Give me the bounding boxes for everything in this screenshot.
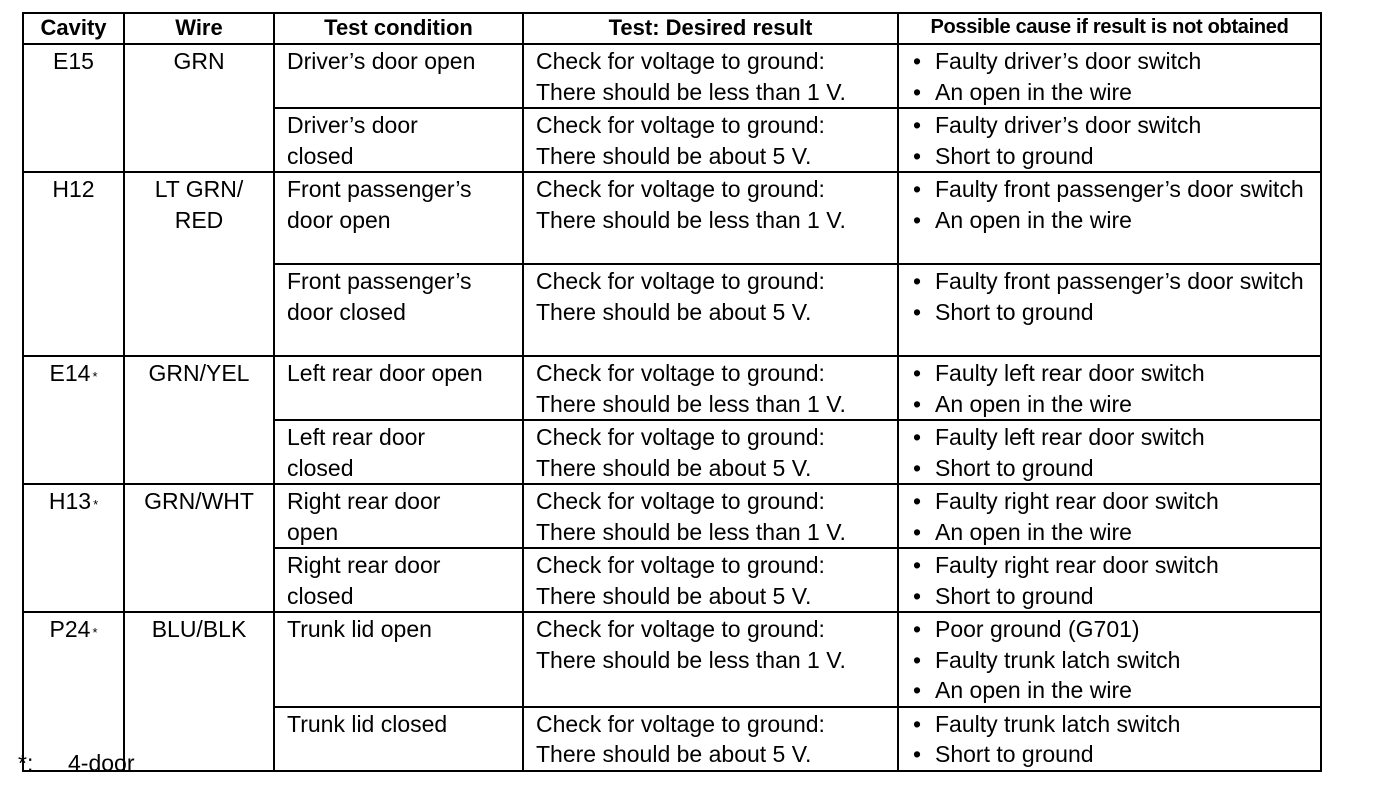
- possible-cause-list: [899, 265, 1320, 327]
- header-wire: Wire: [124, 13, 274, 44]
- test-condition-line: Right rear door: [287, 488, 441, 514]
- footnote: [18, 748, 134, 778]
- possible-cause-item: [911, 453, 1320, 484]
- wire-cell: [124, 172, 274, 356]
- possible-cause-text: Short to ground: [935, 142, 1094, 169]
- test-condition-line: door open: [287, 206, 391, 233]
- bullet-icon: •: [913, 710, 922, 737]
- test-condition-cell: [274, 44, 523, 108]
- table-row: [23, 356, 1321, 420]
- bullet-icon: •: [913, 298, 922, 325]
- cavity-cell: [23, 484, 124, 612]
- bullet-icon: •: [913, 616, 922, 642]
- desired-result-cell: [523, 420, 898, 484]
- bullet-icon: •: [913, 206, 922, 233]
- wire-cell: [124, 356, 274, 484]
- possible-cause-list: [899, 708, 1320, 770]
- possible-cause-text: Faulty left rear door switch: [935, 424, 1205, 450]
- bullet-icon: •: [913, 112, 922, 138]
- test-condition: [275, 265, 522, 327]
- possible-cause-text: Faulty trunk latch switch: [935, 710, 1181, 737]
- test-condition-cell: [274, 484, 523, 548]
- test-condition-line: door closed: [287, 298, 406, 325]
- header-test-condition: Test condition: [274, 13, 523, 44]
- test-condition-line: Trunk lid open: [287, 616, 432, 642]
- possible-cause-item: [911, 422, 1320, 453]
- desired-result-cell: [523, 484, 898, 548]
- desired-result-line: There should be about 5 V.: [536, 582, 812, 609]
- possible-cause-text: An open in the wire: [935, 390, 1132, 417]
- possible-cause-list: [899, 613, 1320, 706]
- desired-result: [524, 708, 897, 770]
- desired-result-cell: [523, 264, 898, 356]
- test-condition-cell: [274, 420, 523, 484]
- possible-cause-text: An open in the wire: [935, 677, 1132, 703]
- possible-cause-text: Short to ground: [935, 298, 1094, 325]
- test-condition-line: closed: [287, 582, 354, 609]
- desired-result-line: Check for voltage to ground:: [536, 616, 825, 642]
- desired-result-line: Check for voltage to ground:: [536, 268, 825, 294]
- possible-cause-item: [911, 389, 1320, 420]
- possible-cause-text: Faulty left rear door switch: [935, 360, 1205, 386]
- four-door-marker: *: [93, 497, 99, 512]
- test-condition: [275, 421, 522, 483]
- possible-cause-list: [899, 421, 1320, 483]
- wire-color: [125, 357, 273, 389]
- desired-result-line: Check for voltage to ground:: [536, 176, 825, 202]
- possible-cause-text: An open in the wire: [935, 518, 1132, 545]
- test-condition-cell: [274, 264, 523, 356]
- bullet-icon: •: [913, 360, 922, 386]
- possible-cause-list: [899, 549, 1320, 611]
- desired-result-line: There should be less than 1 V.: [536, 206, 846, 233]
- cavity-value: [24, 357, 123, 389]
- bullet-icon: •: [913, 741, 922, 767]
- desired-result: [524, 173, 897, 235]
- cavity-code: H13: [48, 488, 92, 514]
- possible-cause-cell: [898, 172, 1321, 264]
- bullet-icon: •: [913, 48, 922, 74]
- possible-cause-item: [911, 266, 1320, 297]
- bullet-icon: •: [913, 582, 922, 609]
- possible-cause-item: [911, 581, 1320, 612]
- desired-result-line: There should be less than 1 V.: [536, 646, 846, 673]
- possible-cause-text: Short to ground: [935, 582, 1094, 609]
- possible-cause-list: [899, 173, 1320, 235]
- table-row: [23, 172, 1321, 264]
- possible-cause-text: An open in the wire: [935, 78, 1132, 105]
- wire-color-line: LT GRN/: [154, 176, 244, 202]
- test-condition-line: Left rear door open: [287, 360, 483, 386]
- cavity-code: E15: [53, 48, 94, 74]
- desired-result-line: There should be less than 1 V.: [536, 518, 846, 545]
- wire-color: [125, 173, 273, 235]
- test-condition: [275, 173, 522, 235]
- header-row: [23, 13, 1321, 44]
- bullet-icon: •: [913, 424, 922, 450]
- bullet-icon: •: [913, 390, 922, 417]
- test-condition: [275, 357, 522, 389]
- possible-cause-cell: [898, 484, 1321, 548]
- test-condition-cell: [274, 356, 523, 420]
- wire-color-line: RED: [174, 206, 224, 233]
- desired-result-line: There should be about 5 V.: [536, 741, 812, 767]
- desired-result-line: There should be about 5 V.: [536, 142, 812, 169]
- cavity-value: [24, 485, 123, 517]
- test-condition-line: Front passenger’s: [287, 268, 472, 294]
- possible-cause-list: [899, 357, 1320, 419]
- possible-cause-cell: [898, 356, 1321, 420]
- possible-cause-list: [899, 485, 1320, 547]
- desired-result: [524, 421, 897, 483]
- desired-result: [524, 613, 897, 675]
- wire-color-line: GRN/YEL: [148, 360, 250, 386]
- possible-cause-text: Faulty right rear door switch: [935, 552, 1219, 578]
- bullet-icon: •: [913, 78, 922, 105]
- possible-cause-cell: [898, 264, 1321, 356]
- test-condition-line: closed: [287, 454, 354, 481]
- desired-result: [524, 109, 897, 171]
- possible-cause-item: [911, 614, 1320, 645]
- wire-cell: [124, 484, 274, 612]
- desired-result: [524, 45, 897, 107]
- possible-cause-list: [899, 109, 1320, 171]
- desired-result-cell: [523, 356, 898, 420]
- wire-cell: [124, 612, 274, 771]
- test-condition-cell: [274, 172, 523, 264]
- possible-cause-item: [911, 550, 1320, 581]
- cavity-cell: [23, 612, 124, 771]
- possible-cause-item: [911, 77, 1320, 108]
- desired-result-line: Check for voltage to ground:: [536, 552, 825, 578]
- test-condition-line: Right rear door: [287, 552, 441, 578]
- possible-cause-item: [911, 645, 1320, 676]
- possible-cause-cell: [898, 108, 1321, 172]
- desired-result-cell: [523, 108, 898, 172]
- possible-cause-text: An open in the wire: [935, 206, 1132, 233]
- bullet-icon: •: [913, 677, 922, 703]
- four-door-marker: *: [92, 625, 98, 640]
- possible-cause-cell: [898, 548, 1321, 612]
- wire-color: [125, 613, 273, 645]
- wire-color: [125, 485, 273, 517]
- desired-result-line: Check for voltage to ground:: [536, 112, 825, 138]
- bullet-icon: •: [913, 646, 922, 673]
- test-condition: [275, 45, 522, 77]
- desired-result-cell: [523, 44, 898, 108]
- bullet-icon: •: [913, 176, 922, 202]
- four-door-marker: *: [92, 369, 98, 384]
- cavity-cell: [23, 172, 124, 356]
- test-condition-line: closed: [287, 142, 354, 169]
- possible-cause-text: Faulty driver’s door switch: [935, 48, 1202, 74]
- desired-result-cell: [523, 548, 898, 612]
- wire-cell: [124, 44, 274, 172]
- test-condition-line: open: [287, 518, 339, 545]
- cavity-code: H12: [52, 176, 95, 202]
- diagnostic-table: [22, 12, 1322, 772]
- desired-result-line: There should be less than 1 V.: [536, 78, 846, 105]
- test-condition-cell: [274, 108, 523, 172]
- bullet-icon: •: [913, 142, 922, 169]
- cavity-cell: [23, 44, 124, 172]
- desired-result-cell: [523, 707, 898, 771]
- bullet-icon: •: [913, 268, 922, 294]
- cavity-value: [24, 45, 123, 77]
- test-condition-line: Front passenger’s: [287, 176, 472, 202]
- footnote-text: 4-door: [68, 750, 135, 776]
- possible-cause-text: Faulty front passenger’s door switch: [935, 176, 1304, 202]
- wire-color-line: BLU/BLK: [151, 616, 247, 642]
- possible-cause-cell: [898, 612, 1321, 707]
- desired-result-line: There should be about 5 V.: [536, 298, 812, 325]
- cavity-code: E14: [49, 360, 91, 386]
- header-possible-cause: Possible cause if result is not obtained: [898, 13, 1321, 44]
- desired-result-line: Check for voltage to ground:: [536, 710, 825, 737]
- possible-cause-text: Faulty trunk latch switch: [935, 646, 1181, 673]
- table-body: [23, 44, 1321, 771]
- possible-cause-text: Poor ground (G701): [935, 616, 1140, 642]
- possible-cause-item: [911, 46, 1320, 77]
- possible-cause-item: [911, 739, 1320, 770]
- possible-cause-item: [911, 110, 1320, 141]
- wire-color-line: GRN/WHT: [144, 488, 254, 514]
- test-condition-line: Left rear door: [287, 424, 426, 450]
- header-desired-result: Test: Desired result: [523, 13, 898, 44]
- bullet-icon: •: [913, 552, 922, 578]
- cavity-cell: [23, 356, 124, 484]
- possible-cause-item: [911, 205, 1320, 236]
- footnote-mark: *:: [18, 750, 34, 776]
- possible-cause-text: Faulty front passenger’s door switch: [935, 268, 1304, 294]
- possible-cause-cell: [898, 44, 1321, 108]
- test-condition-cell: [274, 612, 523, 707]
- desired-result-line: There should be less than 1 V.: [536, 390, 846, 417]
- possible-cause-text: Faulty driver’s door switch: [935, 112, 1202, 138]
- test-condition: [275, 485, 522, 547]
- possible-cause-item: [911, 517, 1320, 548]
- wire-color-line: GRN: [173, 48, 225, 74]
- header-cavity: Cavity: [23, 13, 124, 44]
- test-condition: [275, 109, 522, 171]
- desired-result: [524, 549, 897, 611]
- desired-result: [524, 357, 897, 419]
- cavity-value: [24, 173, 123, 205]
- possible-cause-cell: [898, 707, 1321, 771]
- test-condition: [275, 549, 522, 611]
- possible-cause-item: [911, 675, 1320, 706]
- desired-result: [524, 265, 897, 327]
- table-row: [23, 484, 1321, 548]
- test-condition-cell: [274, 548, 523, 612]
- bullet-icon: •: [913, 488, 922, 514]
- test-condition: [275, 708, 522, 740]
- table-row: [23, 612, 1321, 707]
- bullet-icon: •: [913, 454, 922, 481]
- desired-result-line: Check for voltage to ground:: [536, 488, 825, 514]
- desired-result-line: There should be about 5 V.: [536, 454, 812, 481]
- possible-cause-text: Faulty right rear door switch: [935, 488, 1219, 514]
- test-condition-line: Driver’s door: [287, 112, 418, 138]
- desired-result-line: Check for voltage to ground:: [536, 48, 825, 74]
- possible-cause-item: [911, 486, 1320, 517]
- possible-cause-text: Short to ground: [935, 454, 1094, 481]
- desired-result-line: Check for voltage to ground:: [536, 360, 825, 386]
- test-condition-cell: [274, 707, 523, 771]
- possible-cause-cell: [898, 420, 1321, 484]
- cavity-code: P24: [49, 616, 91, 642]
- possible-cause-list: [899, 45, 1320, 107]
- desired-result-line: Check for voltage to ground:: [536, 424, 825, 450]
- possible-cause-item: [911, 174, 1320, 205]
- possible-cause-item: [911, 297, 1320, 328]
- desired-result: [524, 485, 897, 547]
- test-condition: [275, 613, 522, 645]
- desired-result-cell: [523, 612, 898, 707]
- test-condition-line: Trunk lid closed: [287, 710, 448, 737]
- desired-result-cell: [523, 172, 898, 264]
- possible-cause-item: [911, 141, 1320, 172]
- possible-cause-text: Short to ground: [935, 741, 1094, 767]
- cavity-value: [24, 613, 123, 645]
- bullet-icon: •: [913, 518, 922, 545]
- table-row: [23, 44, 1321, 108]
- possible-cause-item: [911, 709, 1320, 740]
- possible-cause-item: [911, 358, 1320, 389]
- wire-color: [125, 45, 273, 77]
- test-condition-line: Driver’s door open: [287, 48, 476, 74]
